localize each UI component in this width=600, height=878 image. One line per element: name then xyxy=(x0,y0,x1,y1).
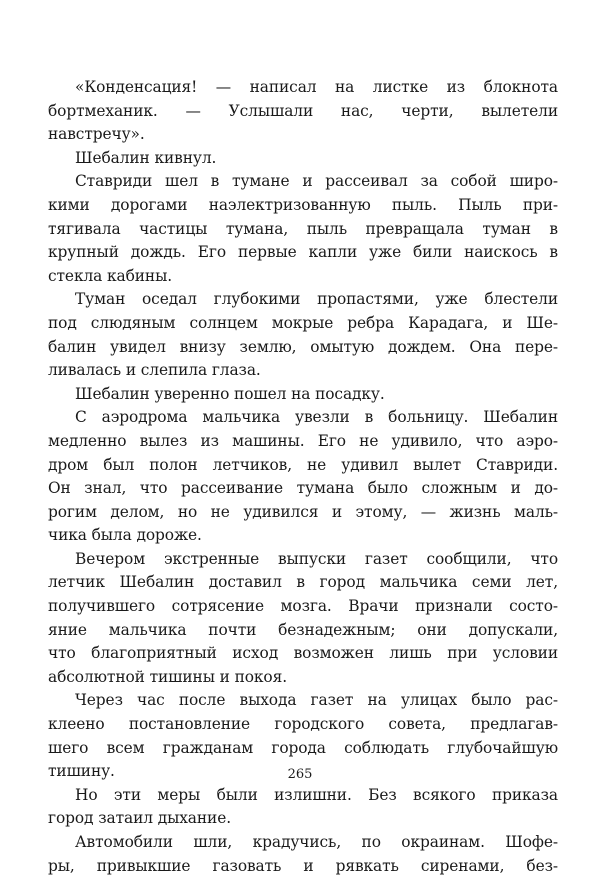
text-line: бортмеханик. — Услышали нас, черти, вылетели xyxy=(48,101,558,120)
text-line: под слюдяным солнцем мокрые ребра Карадага, и Ше- xyxy=(48,313,558,332)
text-line: кими дорогами наэлектризованную пыль. Пыль при- xyxy=(48,195,558,214)
page-text xyxy=(48,76,558,878)
text-line: ливалась и слепила глаза. xyxy=(48,361,261,380)
text-line: крупный дождь. Его первые капли уже били наискось в xyxy=(48,243,558,262)
text-line: тишину. xyxy=(48,762,115,781)
text-line: Шебалин кивнул. xyxy=(75,148,217,167)
text-line: С аэродрома мальчика увезли в больницу. Шебалин xyxy=(75,408,558,427)
text-line: стекла кабины. xyxy=(48,266,173,285)
text-line: что благоприятный исход возможен лишь при условии xyxy=(48,644,558,663)
text-line: Через час после выхода газет на улицах было рас- xyxy=(75,691,558,710)
text-line: рогим делом, но не удивился и этому, — жизнь маль- xyxy=(48,502,558,521)
text-line: Ставриди шел в тумане и рассеивал за собой широ- xyxy=(75,172,558,191)
text-line: балин увидел внизу землю, омытую дождем. Она пере- xyxy=(48,337,558,356)
text-line: абсолютной тишины и покоя. xyxy=(48,667,287,686)
text-line: Шебалин уверенно пошел на посадку. xyxy=(75,384,385,403)
text-line: ры, привыкшие газовать и рявкать сиренами, без- xyxy=(48,856,558,875)
text-line: Но эти меры были излишни. Без всякого приказа xyxy=(75,785,558,804)
text-line: город затаил дыхание. xyxy=(48,809,232,828)
text-line: яние мальчика почти безнадежным; они допускали, xyxy=(48,620,558,639)
text-line: клеено постановление городского совета, предлагав- xyxy=(48,715,558,734)
text-line: чика была дороже. xyxy=(48,526,202,545)
text-line: шего всем гражданам города соблюдать глубочайшую xyxy=(48,738,558,757)
text-line: Туман оседал глубокими пропастями, уже блестели xyxy=(75,290,558,309)
text-line: летчик Шебалин доставил в город мальчика семи лет, xyxy=(48,573,558,592)
text-line: получившего сотрясение мозга. Врачи признали состо- xyxy=(48,597,558,616)
text-line: Вечером экстренные выпуски газет сообщили, что xyxy=(75,549,558,568)
text-line: тягивала частицы тумана, пыль превращала туман в xyxy=(48,219,558,238)
text-line: навстречу». xyxy=(48,125,145,144)
text-line: дром был полон летчиков, не удивил вылет Ставриди. xyxy=(48,455,558,474)
text-line: медленно вылез из машины. Его не удивило, что аэро- xyxy=(48,431,558,450)
page-number: 265 xyxy=(287,767,313,782)
text-line: Автомобили шли, крадучись, по окраинам. Шофе- xyxy=(75,833,558,851)
text-line: Он знал, что рассеивание тумана было сложным и до- xyxy=(48,479,558,498)
text-line: «Конденсация! — написал на листке из блокнота xyxy=(75,78,558,96)
